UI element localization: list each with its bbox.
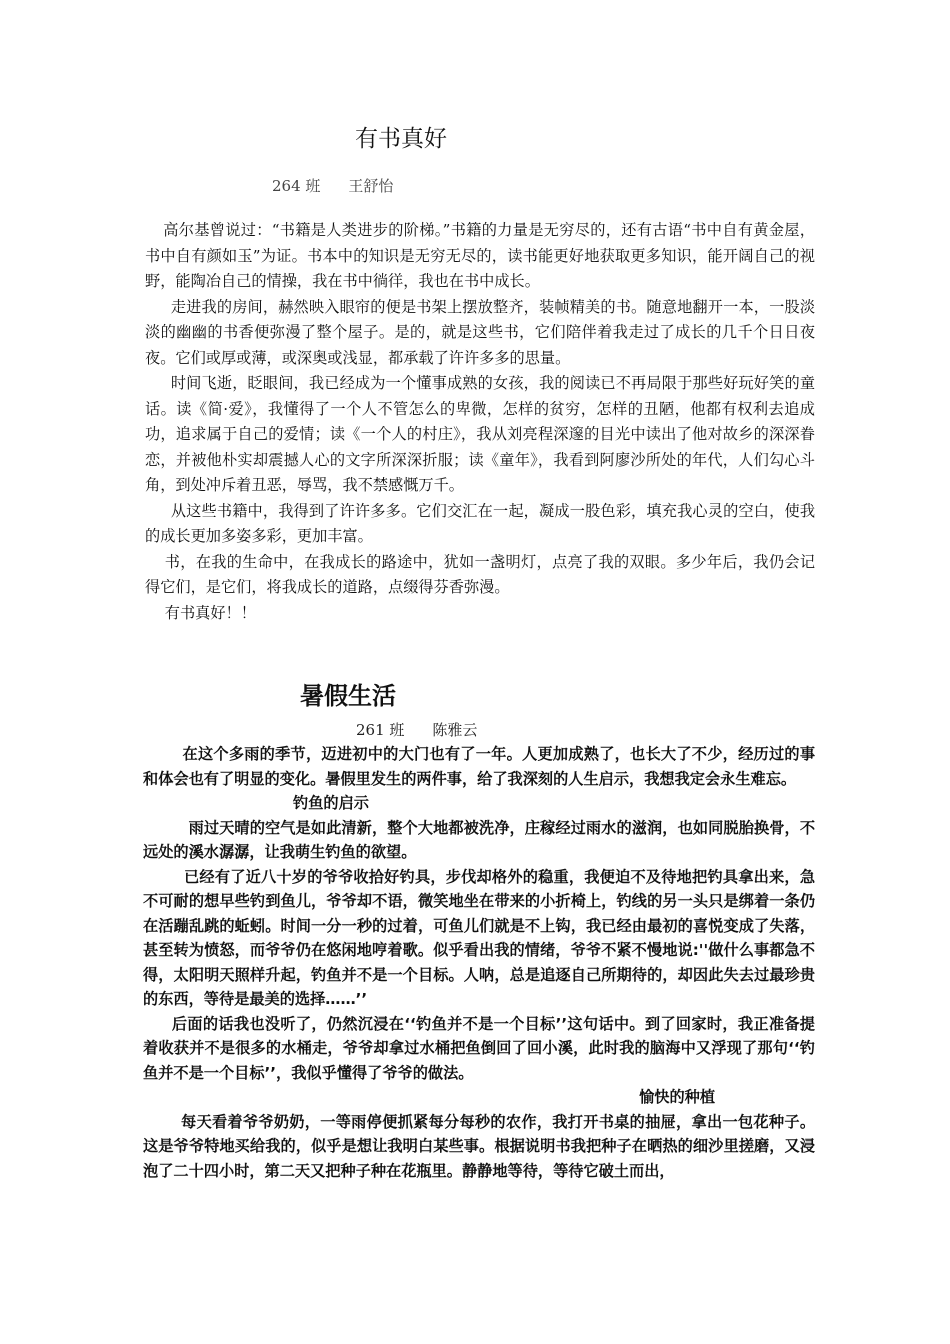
essay1-paragraph: 时间飞逝，眨眼间，我已经成为一个懂事成熟的女孩，我的阅读已不再局限于那些好玩好笑的童话。读《简·爱》，我懂得了一个人不管怎么的卑微，怎样的贫穷，怎样的丑陋，他都有权利去追成功，追求属于自己的爱情；读《一个人的村庄》，我从刘亮程深邃的目光中读出了他对故乡的深深眷恋，并被他朴实却震撼人心的文字所深深折服；读《童年》，我看到阿廖沙所处的年代，人们勾心斗角，到处冲斥着丑恶，辱骂，我不禁感慨万千。 [145, 374, 815, 494]
essay2-paragraph: 已经有了近八十岁的爷爷收拾好钓具，步伐却格外的稳重，我便迫不及待地把钓具拿出来，急不可耐的想早些钓到鱼儿，爷爷却不语，微笑地坐在带来的小折椅上，钓线的另一头只是绑着一条仍在活蹦乱跳的蚯蚓。时间一分一秒的过着，可鱼儿们就是不上钩，我已经由最初的喜悦变成了失落，甚至转为愤怒，而爷爷仍在悠闲地哼着歌。似乎看出我的情绪，爷爷不紧不慢地说:''做什么事都急不得，太阳明天照样升起，钓鱼并不是一个目标。人呐，总是追逐自己所期待的，却因此失去过最珍贵的东西，等待是最美的选择……’’ [143, 867, 815, 1008]
essay1-body [145, 218, 815, 626]
essay2-author: 陈雅云 [432, 721, 478, 739]
essay2-title: 暑假生活 [300, 682, 396, 710]
essay1-byline [272, 175, 393, 196]
essay2-intro: 在这个多雨的季节，迈进初中的大门也有了一年。人更加成熟了，也长大了不少，经历过的事和体会也有了明显的变化。暑假里发生的两件事，给了我深刻的人生启示，我想我定会永生难忘。 [143, 745, 815, 788]
essay1-paragraph: 有书真好！！ [164, 603, 256, 622]
essay2-section2-title: 愉快的种植 [639, 1088, 715, 1106]
essay1-paragraph: 书，在我的生命中，在我成长的路途中，犹如一盏明灯，点亮了我的双眼。多少年后，我仍会记得它们，是它们，将我成长的道路，点缀得芬香弥漫。 [145, 552, 815, 596]
essay1-title: 有书真好 [355, 126, 447, 152]
essay1-author: 王舒怡 [348, 177, 394, 195]
essay1-class-label: 264 班 [272, 177, 321, 195]
essay2-byline [356, 719, 477, 740]
essay2-body [143, 742, 815, 1183]
essay2-paragraph: 每天看着爷爷奶奶，一等雨停便抓紧每分每秒的农作，我打开书桌的抽屉，拿出一包花种子。这是爷爷特地买给我的，似乎是想让我明白某些事。根据说明书我把种子在晒热的细沙里搓磨，又浸泡了二十四小时，第二天又把种子种在花瓶里。静静地等待，等待它破土而出， [143, 1112, 815, 1180]
essay2-paragraph: 雨过天晴的空气是如此清新，整个大地都被洗净，庄稼经过雨水的滋润，也如同脱胎换骨，不远处的溪水潺潺，让我萌生钓鱼的欲望。 [143, 818, 815, 861]
essay2-section1-title: 钓鱼的启示 [293, 794, 369, 812]
essay1-paragraph: 从这些书籍中，我得到了许许多多。它们交汇在一起，凝成一股色彩，填充我心灵的空白，使我的成长更加多姿多彩，更加丰富。 [145, 501, 815, 545]
essay2-class-label: 261 班 [356, 721, 405, 739]
essay2-paragraph: 后面的话我也没听了，仍然沉浸在‘‘钓鱼并不是一个目标’’这句话中。到了回家时，我正准备提着收获并不是很多的水桶走，爷爷却拿过水桶把鱼倒回了回小溪，此时我的脑海中又浮现了那句‘‘钓鱼并不是一个目标’’，我似乎懂得了爷爷的做法。 [143, 1014, 815, 1082]
essay1-paragraph: 走进我的房间，赫然映入眼帘的便是书架上摆放整齐，装帧精美的书。随意地翻开一本，一股淡淡的幽幽的书香便弥漫了整个屋子。是的，就是这些书，它们陪伴着我走过了成长的几千个日日夜夜。它们或厚或薄，或深奥或浅显，都承载了许许多多的思量。 [145, 297, 815, 367]
essay1-paragraph: 高尔基曾说过：“书籍是人类进步的阶梯。”书籍的力量是无穷尽的，还有古语“书中自有黄金屋，书中自有颜如玉”为证。书本中的知识是无穷无尽的，读书能更好地获取更多知识，能开阔自己的视野，能陶冶自己的情操，我在书中徜徉，我也在书中成长。 [145, 221, 815, 290]
